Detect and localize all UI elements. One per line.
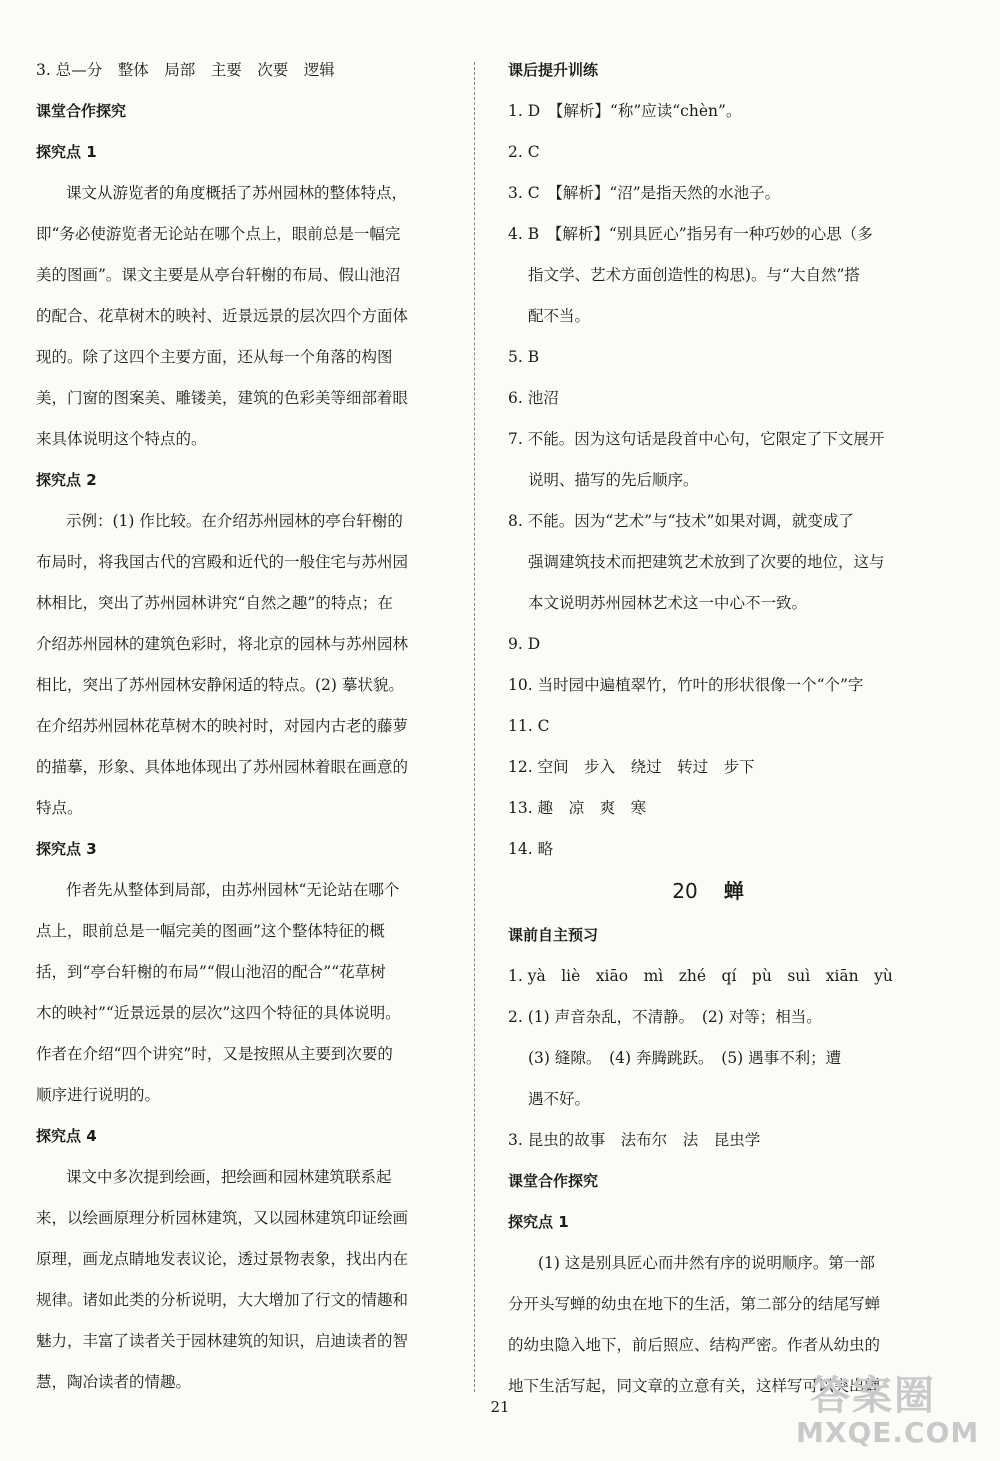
text-line: 7. 不能。因为这句话是段首中心句，它限定了下文展开 bbox=[508, 430, 885, 448]
text-line: 特点。 bbox=[36, 799, 83, 817]
answer-continuation-line: 配不当。 bbox=[528, 307, 591, 325]
chapter-name: 蝉 bbox=[723, 879, 744, 903]
text-line: 12. 空间 步入 绕过 转过 步下 bbox=[508, 758, 755, 776]
text-line: 3. 总—分 整体 局部 主要 次要 逻辑 bbox=[36, 61, 335, 79]
paragraph-first-line: 作者先从整体到局部，由苏州园林“无论站在哪个 bbox=[66, 881, 400, 899]
text-line: 2. (1) 声音杂乱，不清静。 (2) 对等；相当。 bbox=[508, 1008, 822, 1026]
text-line: 现的。除了这四个主要方面，还从每一个角落的构图 bbox=[36, 348, 393, 366]
text-line: 8. 不能。因为“艺术”与“技术”如果对调，就变成了 bbox=[508, 512, 854, 530]
answer-continuation-line: 强调建筑技术而把建筑艺术放到了次要的地位，这与 bbox=[528, 553, 885, 571]
right-column bbox=[508, 60, 908, 1396]
answer-continuation-line: 指文学、艺术方面创造性的构思)。与“大自然”搭 bbox=[528, 266, 860, 284]
text-line: 美的图画”。课文主要是从亭台轩榭的布局、假山池沼 bbox=[36, 266, 401, 284]
text-line: 括，到“亭台轩榭的布局”“假山池沼的配合”“花草树 bbox=[36, 963, 386, 981]
section-heading: 探究点 3 bbox=[36, 840, 97, 858]
paragraph-first-line: (1) 这是别具匠心而井然有序的说明顺序。第一部 bbox=[538, 1254, 875, 1272]
answer-continuation-line: 本文说明苏州园林艺术这一中心不一致。 bbox=[528, 594, 808, 612]
text-line: 顺序进行说明的。 bbox=[36, 1086, 161, 1104]
text-line: 9. D bbox=[508, 635, 541, 653]
text-line: 林相比，突出了苏州园林讲究“自然之趣”的特点；在 bbox=[36, 594, 393, 612]
left-column bbox=[36, 60, 446, 1392]
section-heading: 探究点 1 bbox=[36, 143, 97, 161]
watermark-text: 答案圈 bbox=[810, 1373, 936, 1419]
text-line: 10. 当时园中遍植翠竹，竹叶的形状很像一个“个”字 bbox=[508, 676, 864, 694]
text-line: 3. 昆虫的故事 法布尔 法 昆虫学 bbox=[508, 1131, 761, 1149]
text-line: 美，门窗的图案美、雕镂美，建筑的色彩美等细部着眼 bbox=[36, 389, 409, 407]
chapter-title bbox=[508, 878, 908, 904]
section-heading: 课前自主预习 bbox=[508, 926, 599, 944]
text-line: 4. B 【解析】“别具匠心”指另有一种巧妙的心思（多 bbox=[508, 225, 873, 243]
text-line: 分开头写蝉的幼虫在地下的生活，第二部分的结尾写蝉 bbox=[508, 1295, 881, 1313]
section-heading: 探究点 4 bbox=[36, 1127, 97, 1145]
text-line: 在介绍苏州园林花草树木的映衬时，对园内古老的藤萝 bbox=[36, 717, 409, 735]
watermark-url: MXQE.COM bbox=[796, 1416, 980, 1449]
text-line: 13. 趣 凉 爽 寒 bbox=[508, 799, 647, 817]
text-line: 1. D 【解析】“称”应读“chèn”。 bbox=[508, 102, 742, 120]
text-line: 1. yà liè xiāo mì zhé qí pù suì xiān yù bbox=[508, 967, 893, 985]
text-line: 木的映衬”“近景远景的层次”这四个特征的具体说明。 bbox=[36, 1004, 401, 1022]
text-line: 相比，突出了苏州园林安静闲适的特点。(2) 摹状貌。 bbox=[36, 676, 404, 694]
text-line: 魅力，丰富了读者关于园林建筑的知识，启迪读者的智 bbox=[36, 1332, 409, 1350]
watermark-logo bbox=[790, 1366, 990, 1456]
text-line: 作者在介绍“四个讲究”时，又是按照从主要到次要的 bbox=[36, 1045, 393, 1063]
text-line: 介绍苏州园林的建筑色彩时，将北京的园林与苏州园林 bbox=[36, 635, 409, 653]
section-heading: 课堂合作探究 bbox=[36, 102, 127, 120]
page-number: 21 bbox=[490, 1398, 510, 1416]
text-line: 点上，眼前总是一幅完美的图画”这个整体特征的概 bbox=[36, 922, 385, 940]
answer-continuation-line: (3) 缝隙。 (4) 奔腾跳跃。 (5) 遇事不利；遭 bbox=[528, 1049, 842, 1067]
text-line: 慧，陶冶读者的情趣。 bbox=[36, 1373, 192, 1391]
text-line: 6. 池沼 bbox=[508, 389, 559, 407]
chapter-number: 20 bbox=[672, 879, 698, 903]
column-divider bbox=[474, 62, 475, 1392]
text-line: 2. C bbox=[508, 143, 540, 161]
section-heading: 课后提升训练 bbox=[508, 61, 599, 79]
answer-continuation-line: 说明、描写的先后顺序。 bbox=[528, 471, 699, 489]
section-heading: 课堂合作探究 bbox=[508, 1172, 599, 1190]
text-line: 原理，画龙点睛地发表议论，透过景物表象，找出内在 bbox=[36, 1250, 409, 1268]
text-line: 11. C bbox=[508, 717, 550, 735]
text-line: 地下生活写起，同文章的立意有关，这样写可以突出蝉 bbox=[508, 1377, 881, 1395]
text-line: 的描摹，形象、具体地体现出了苏州园林着眼在画意的 bbox=[36, 758, 409, 776]
text-line: 规律。诸如此类的分析说明，大大增加了行文的情趣和 bbox=[36, 1291, 409, 1309]
paragraph-first-line: 示例：(1) 作比较。在介绍苏州园林的亭台轩榭的 bbox=[66, 512, 403, 530]
text-line: 5. B bbox=[508, 348, 540, 366]
text-line: 的幼虫隐入地下，前后照应、结构严密。作者从幼虫的 bbox=[508, 1336, 881, 1354]
section-heading: 探究点 1 bbox=[508, 1213, 569, 1231]
text-line: 来具体说明这个特点的。 bbox=[36, 430, 207, 448]
text-line: 布局时，将我国古代的宫殿和近代的一般住宅与苏州园 bbox=[36, 553, 409, 571]
text-line: 14. 略 bbox=[508, 840, 554, 858]
paragraph-first-line: 课文中多次提到绘画，把绘画和园林建筑联系起 bbox=[66, 1168, 392, 1186]
text-line: 即“务必使游览者无论站在哪个点上，眼前总是一幅完 bbox=[36, 225, 401, 243]
text-line: 来，以绘画原理分析园林建筑，又以园林建筑印证绘画 bbox=[36, 1209, 409, 1227]
answer-continuation-line: 遇不好。 bbox=[528, 1090, 591, 1108]
section-heading: 探究点 2 bbox=[36, 471, 97, 489]
paragraph-first-line: 课文从游览者的角度概括了苏州园林的整体特点， bbox=[66, 184, 408, 202]
text-line: 的配合、花草树木的映衬、近景远景的层次四个方面体 bbox=[36, 307, 409, 325]
text-line: 3. C 【解析】“沼”是指天然的水池子。 bbox=[508, 184, 781, 202]
